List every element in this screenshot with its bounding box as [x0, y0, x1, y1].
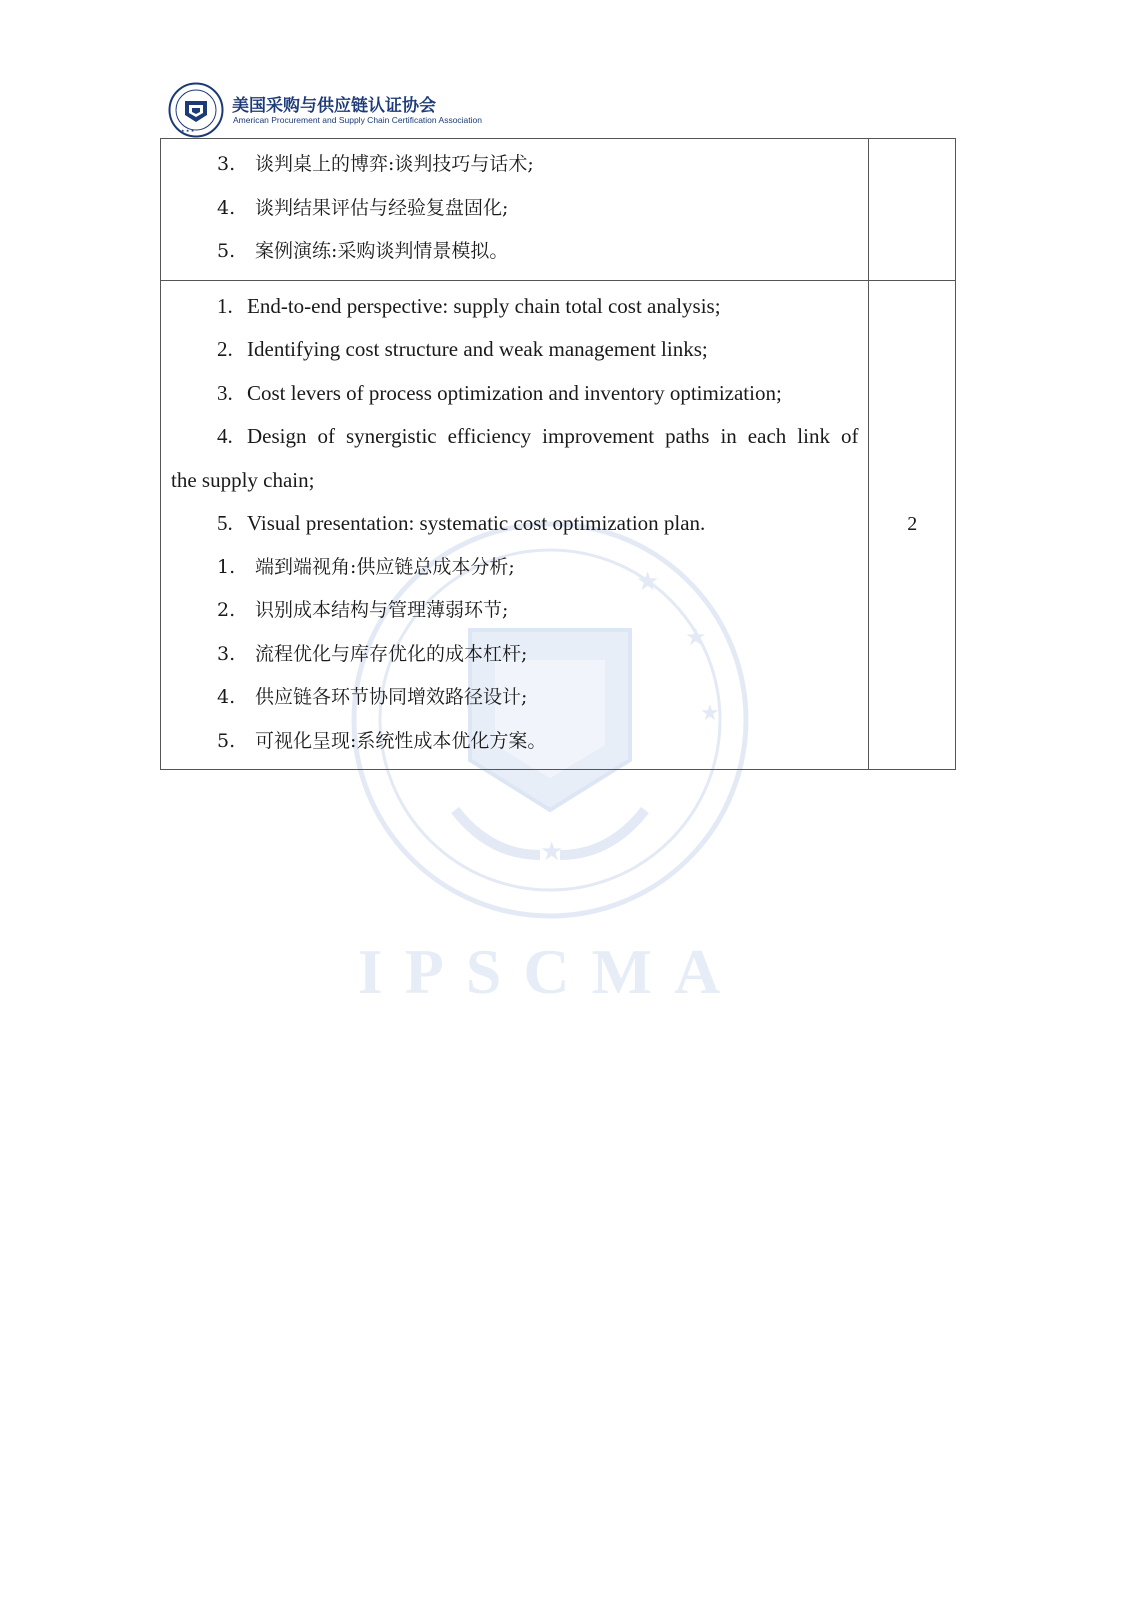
org-name-cn: 美国采购与供应链认证协会	[232, 96, 436, 116]
item-number: 2.	[217, 599, 236, 621]
svg-text:★: ★	[636, 567, 660, 597]
item-number: 1.	[217, 293, 233, 318]
item-number: 4.	[217, 686, 236, 708]
content-cell	[161, 139, 869, 281]
item-number: 3.	[217, 642, 236, 665]
list-item	[171, 230, 858, 274]
item-number: 4.	[217, 196, 236, 219]
list-item	[171, 372, 858, 416]
item-text: Cost levers of process optimization and inventory optimization;	[247, 380, 782, 405]
svg-text:★: ★	[700, 701, 720, 726]
list-item	[171, 143, 858, 187]
list-item	[171, 633, 858, 677]
watermark-text: IPSCMA	[357, 936, 743, 1007]
item-text: 谈判桌上的博弈:谈判技巧与话术;	[255, 153, 534, 175]
list-item	[171, 676, 858, 720]
item-number: 5.	[217, 511, 233, 535]
hours-cell: 2	[869, 280, 956, 770]
course-content-table	[160, 138, 956, 770]
item-number: 5.	[217, 240, 236, 262]
item-number: 4.	[217, 424, 233, 448]
hours-cell	[869, 139, 956, 281]
item-text: 可视化呈现:系统性成本优化方案。	[255, 729, 547, 752]
list-item	[171, 328, 858, 372]
item-text: 供应链各环节协同增效路径设计;	[255, 686, 528, 708]
item-number: 3.	[217, 380, 233, 405]
item-text: Visual presentation: systematic cost optimization plan.	[247, 511, 706, 535]
item-text: Design of synergistic efficiency improvement paths in each link of	[247, 424, 859, 448]
item-text: End-to-end perspective: supply chain total cost analysis;	[247, 293, 721, 318]
item-text-continued: the supply chain;	[171, 467, 315, 492]
ipscma-logo-icon	[168, 82, 224, 138]
list-item	[171, 285, 858, 329]
list-item	[171, 187, 858, 231]
item-number: 3.	[217, 153, 236, 175]
table-row	[161, 139, 956, 281]
item-number: 1.	[217, 555, 236, 578]
table-row	[161, 280, 956, 770]
svg-text:★: ★	[685, 623, 707, 651]
item-text: 案例演练:采购谈判情景模拟。	[255, 240, 509, 262]
content-cell	[161, 280, 869, 770]
list-item	[171, 415, 858, 502]
item-text: 谈判结果评估与经验复盘固化;	[255, 196, 509, 219]
item-text: Identifying cost structure and weak management links;	[247, 337, 708, 361]
list-item	[171, 546, 858, 590]
list-item	[171, 720, 858, 764]
svg-text:★: ★	[540, 837, 564, 867]
item-text: 识别成本结构与管理薄弱环节;	[255, 599, 509, 621]
item-text: 流程优化与库存优化的成本杠杆;	[255, 642, 528, 665]
item-number: 2.	[217, 337, 233, 361]
list-item	[171, 502, 858, 546]
item-number: 5.	[217, 729, 236, 752]
org-name-en: American Procurement and Supply Chain Certification Association	[233, 115, 482, 125]
item-text: 端到端视角:供应链总成本分析;	[255, 555, 515, 578]
svg-text:★ ★ ★: ★ ★ ★	[181, 128, 195, 133]
list-item	[171, 589, 858, 633]
